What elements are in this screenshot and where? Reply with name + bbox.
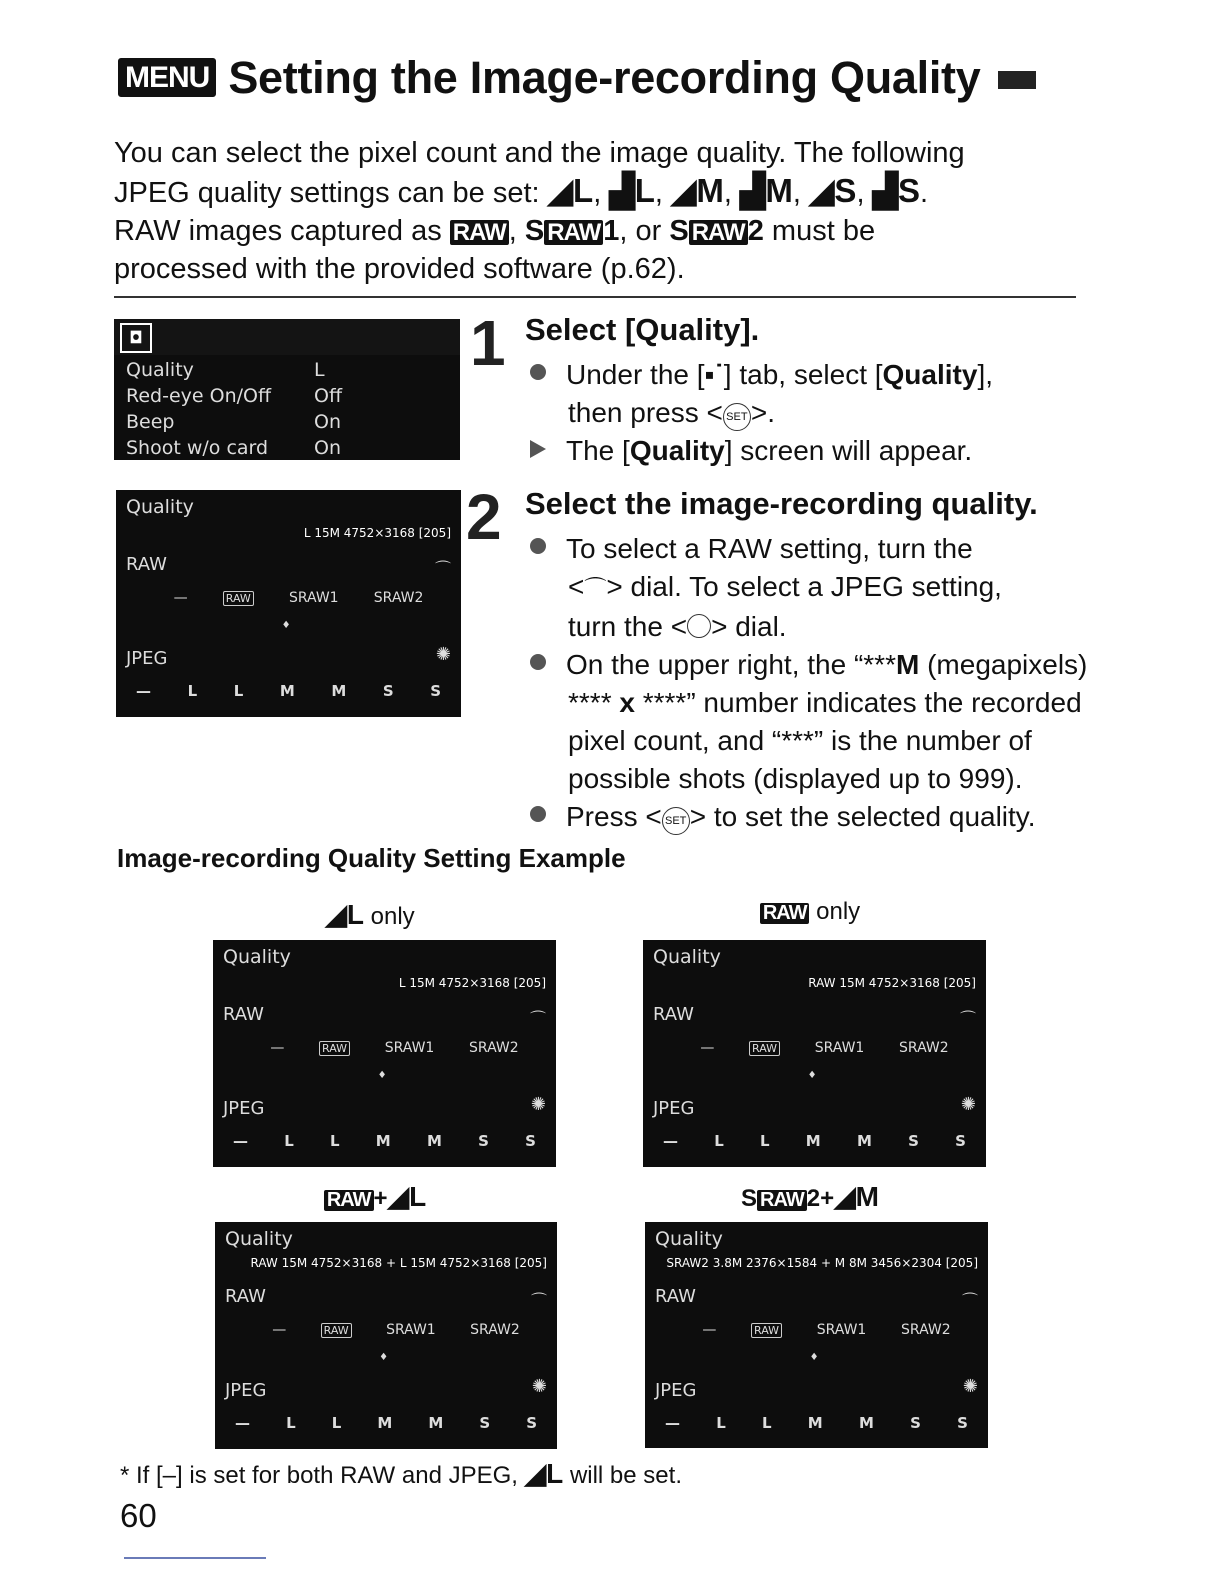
raw-option: — [272,1322,287,1338]
bullet-text: ] tab, select [ [723,359,883,390]
main-dial-icon: ⌒ [961,1291,978,1310]
sraw-s: S [669,215,689,247]
example-screen [643,940,986,1167]
page-title [118,52,1036,104]
jpeg-option: — [665,1414,680,1432]
quick-dial-icon: ✺ [435,644,451,665]
raw-option: — [270,1040,285,1056]
sraw-s: S [741,1185,758,1212]
jpeg-options [663,1132,966,1150]
quality-screen-header: RAW 15M 4752×3168 [205] [808,976,976,990]
jpeg-option: L [714,1132,724,1150]
footnote-bold: L [546,1458,564,1489]
step-2-bullets [530,530,1090,836]
quality-screen [116,490,461,717]
raw-option: RAW [319,1041,350,1056]
jpeg-option: M [807,1414,823,1432]
jpeg-option: S [955,1132,966,1150]
intro-line-4: processed with the provided software (p.62). [114,253,685,285]
jpeg-option: M [428,1414,444,1432]
example-section-title: Image-recording Quality Setting Example [117,843,626,873]
jpeg-setting: M [696,172,724,209]
arrow-icon [530,440,546,458]
menu-row-value: L [314,359,325,381]
intro-line-2: JPEG quality settings can be set: ◢L, ▟L, ◢M, ▟M, ◢S, ▟S. [114,172,929,209]
bullet-text: ], [977,359,994,390]
jpeg-option: S [908,1132,919,1150]
caption-end: M [855,1181,879,1212]
cursor-dot: ♦ [377,1070,387,1081]
quality-normal-icon: ▟ [740,172,766,209]
caption-end: L [409,1181,427,1212]
bullet-dot [530,654,546,670]
page-number: 60 [120,1497,157,1534]
sraw1-number: 1 [603,215,620,247]
step-title: Select the image-recording quality. [525,486,1038,521]
camera-tab-icon: ▪˙ [704,359,724,390]
jpeg-options [233,1132,536,1150]
jpeg-option: M [375,1132,391,1150]
caption-suffix: only [809,898,861,925]
intro-line-2-text: JPEG quality settings can be set: [114,177,540,209]
menu-badge: MENU [118,58,216,97]
quality-fine-icon: ◢ [524,1458,547,1489]
jpeg-setting: M [765,172,793,209]
jpeg-label: JPEG [225,1380,267,1401]
quality-fine-icon: ◢ [547,172,574,209]
raw-label: RAW [655,1286,696,1307]
quality-fine-icon: ◢ [834,1181,856,1212]
raw-option: RAW [223,591,254,606]
jpeg-label: JPEG [653,1098,695,1119]
raw-option: SRAW1 [814,1040,865,1056]
jpeg-option: L [284,1132,294,1150]
jpeg-option: S [479,1414,491,1432]
or-text: , or [619,215,662,247]
raw-options [683,1040,966,1056]
menu-row-label: Shoot w/o card [126,437,269,459]
main-dial-icon: ⌒ [529,1009,546,1028]
bullet-text: On the upper right, the “*** [566,649,896,680]
quality-screen-header: SRAW2 3.8M 2376×1584 + M 8M 3456×2304 [205] [666,1256,978,1270]
set-button-icon: SET [662,807,690,835]
raw-option: SRAW2 [373,590,424,606]
bullet-text: (megapixels) [919,649,1088,680]
example-screen [645,1222,988,1448]
jpeg-option: — [233,1132,248,1150]
shooting-menu-screen [114,319,460,460]
bullet-text: then press < [568,397,723,428]
quality-screen-label: Quality [223,946,291,968]
jpeg-option: L [760,1132,770,1150]
jpeg-option: M [805,1132,821,1150]
intro-line-3-suffix: must be [771,215,876,247]
intro-paragraph [114,134,1094,288]
caption-number: 2+ [806,1185,835,1212]
raw-label: RAW [225,1286,266,1307]
raw-option: — [700,1040,715,1056]
cursor-dot: ♦ [807,1070,817,1081]
example-caption [730,898,890,926]
example-caption [290,898,450,931]
bullet-item [530,356,1090,394]
bullet-bold: Quality [629,435,725,466]
example-screen [213,940,556,1167]
raw-options [685,1322,968,1338]
menu-row-label: Beep [126,411,175,433]
footnote-text: * If [–] is set for both RAW and JPEG, [120,1462,518,1489]
main-dial-icon: ⌒ [584,576,607,601]
jpeg-options [665,1414,968,1432]
menu-row-value: On [314,411,341,433]
main-dial-icon: ⌒ [530,1291,547,1310]
raw-option: RAW [751,1323,782,1338]
raw-options [253,1040,536,1056]
bullet-item [530,798,1090,836]
quick-control-dial-icon [687,614,711,638]
quality-screen-label: Quality [126,496,194,518]
raw-option: — [173,590,188,606]
sraw-badge: RAW [544,220,603,245]
raw-option: — [702,1322,717,1338]
bullet-item-cont: possible shots (displayed up to 999). [568,763,1023,794]
step-title: Select [Quality]. [525,312,760,347]
sraw-badge: RAW [689,220,748,245]
quality-screen-header: L 15M 4752×3168 [205] [398,976,546,990]
intro-line-1: You can select the pixel count and the image quality. The following [114,137,965,169]
quality-screen-label: Quality [653,946,721,968]
bullet-item-cont [530,394,1090,432]
jpeg-label: JPEG [126,648,168,669]
bullet-item-cont [530,608,1090,646]
jpeg-option: M [856,1132,872,1150]
quality-fine-icon: ◢ [325,899,347,930]
raw-label: RAW [653,1004,694,1025]
manual-mode-mark [998,71,1036,89]
bullet-bold: Quality [882,359,978,390]
bullet-text: ****” number indicates the recorded [634,687,1082,718]
quality-screen-label: Quality [655,1228,723,1250]
jpeg-option: S [526,1414,537,1432]
raw-option: SRAW1 [288,590,339,606]
raw-label: RAW [223,1004,264,1025]
set-button-icon: SET [723,403,751,431]
raw-option: SRAW1 [384,1040,435,1056]
raw-badge: RAW [757,1190,807,1211]
quick-dial-icon: ✺ [962,1376,978,1397]
bullet-item-cont [530,568,1090,608]
quality-fine-icon: ◢ [387,1181,410,1212]
example-screen [215,1222,557,1449]
bullet-bold: M [895,649,920,680]
jpeg-option: L [762,1414,772,1432]
cursor-dot: ♦ [379,1352,389,1363]
bullet-text: To select a RAW setting, turn the [566,533,973,564]
main-dial-icon: ⌒ [959,1009,976,1028]
bullet-text: > dial. To select a JPEG setting, [606,571,1002,602]
jpeg-option: S [525,1132,536,1150]
raw-option: SRAW2 [469,1040,519,1056]
quick-dial-icon: ✺ [960,1094,976,1115]
raw-badge: RAW [324,1190,374,1211]
bullet-item [530,432,1090,470]
main-dial-icon: ⌒ [434,559,451,578]
raw-badge: RAW [450,220,509,245]
bullet-text: Under the [ [566,359,705,390]
jpeg-option: L [187,682,198,700]
bullet-text: **** [568,687,620,718]
bullet-dot [530,806,546,822]
bullet-text: The [ [566,435,630,466]
bullet-bold: x [619,687,635,718]
menu-row-value: Off [314,385,343,407]
caption-suffix: only [363,903,415,930]
quick-dial-icon: ✺ [531,1376,547,1397]
footnote-text: will be set. [569,1462,682,1489]
menu-row-value: On [314,437,341,459]
quality-normal-icon: ▟ [609,172,635,209]
jpeg-setting: L [634,172,655,209]
cursor-dot: ♦ [281,620,291,631]
jpeg-option: S [382,682,394,700]
jpeg-setting: L [573,172,594,209]
quality-screen-header: RAW 15M 4752×3168 + L 15M 4752×3168 [205] [250,1256,547,1270]
step-number: 2 [466,481,502,553]
cursor-dot: ♦ [809,1352,819,1363]
quality-fine-icon: ◢ [809,172,835,209]
intro-line-3: RAW images captured as RAW , S RAW 1, or S RAW 2 must be [114,215,876,247]
jpeg-option: M [858,1414,874,1432]
quality-screen-label: Quality [225,1228,293,1250]
bullet-item-cont: pixel count, and “***” is the number of [568,725,1032,756]
menu-tab-bar [114,319,460,355]
jpeg-option: S [430,682,441,700]
jpeg-option: S [957,1414,968,1432]
raw-options [255,1322,537,1338]
jpeg-option: — [663,1132,678,1150]
bullet-dot [530,538,546,554]
raw-option: SRAW1 [386,1322,436,1338]
menu-row-label: Quality [126,359,194,381]
jpeg-setting: S [834,172,857,209]
raw-option: RAW [749,1041,780,1056]
jpeg-option: — [136,682,151,700]
jpeg-option: L [233,682,244,700]
raw-option: SRAW2 [470,1322,520,1338]
raw-option: SRAW2 [901,1322,951,1338]
jpeg-option: L [330,1132,340,1150]
raw-badge: RAW [760,903,810,924]
camera-tab-icon: ◘ [120,323,152,353]
raw-label: RAW [126,554,167,575]
bullet-text: > dial. [711,611,787,642]
jpeg-option: M [426,1132,442,1150]
bullet-item [530,530,1090,568]
quick-dial-icon: ✺ [530,1094,546,1115]
bullet-item [530,646,1090,684]
bullet-text: >. [750,397,776,428]
step-number: 1 [470,307,506,379]
jpeg-label: JPEG [223,1098,265,1119]
example-caption [720,1180,900,1213]
sraw2-number: 2 [747,215,764,247]
example-caption [295,1180,455,1213]
raw-option: RAW [321,1323,352,1338]
jpeg-option: S [478,1132,489,1150]
bullet-text: Press < [566,801,662,832]
jpeg-option: M [279,682,295,700]
jpeg-option: L [331,1414,342,1432]
sraw-s: S [524,215,545,247]
quality-screen-header: L 15M 4752×3168 [205] [303,526,451,540]
bullet-text: > to set the selected quality. [689,801,1036,832]
footnote [120,1457,682,1490]
divider [114,296,1076,298]
raw-options [156,590,441,606]
menu-row-label: Red-eye On/Off [126,385,272,407]
bullet-text: < [568,571,585,602]
jpeg-label: JPEG [655,1380,697,1401]
jpeg-option: L [286,1414,296,1432]
caption-main: L [346,899,364,930]
jpeg-option: M [331,682,347,700]
title-text: Setting the Image-recording Quality [228,52,981,103]
jpeg-options [136,682,441,700]
bullet-text: ] screen will appear. [724,435,973,466]
quality-normal-icon: ▟ [872,172,898,209]
jpeg-option: — [235,1414,250,1432]
raw-option: SRAW1 [816,1322,867,1338]
caption-plus: + [373,1185,388,1212]
jpeg-options [235,1414,537,1432]
page-underline [124,1557,266,1559]
step-1-bullets [530,356,1090,470]
jpeg-option: S [910,1414,921,1432]
intro-line-3-text: RAW images captured as [114,215,442,247]
jpeg-option: L [716,1414,726,1432]
bullet-dot [530,364,546,380]
raw-option: SRAW2 [899,1040,949,1056]
bullet-text: turn the < [568,611,688,642]
jpeg-option: M [377,1414,393,1432]
quality-fine-icon: ◢ [671,172,697,209]
jpeg-setting: S [897,172,920,209]
bullet-item-cont [530,684,1090,722]
